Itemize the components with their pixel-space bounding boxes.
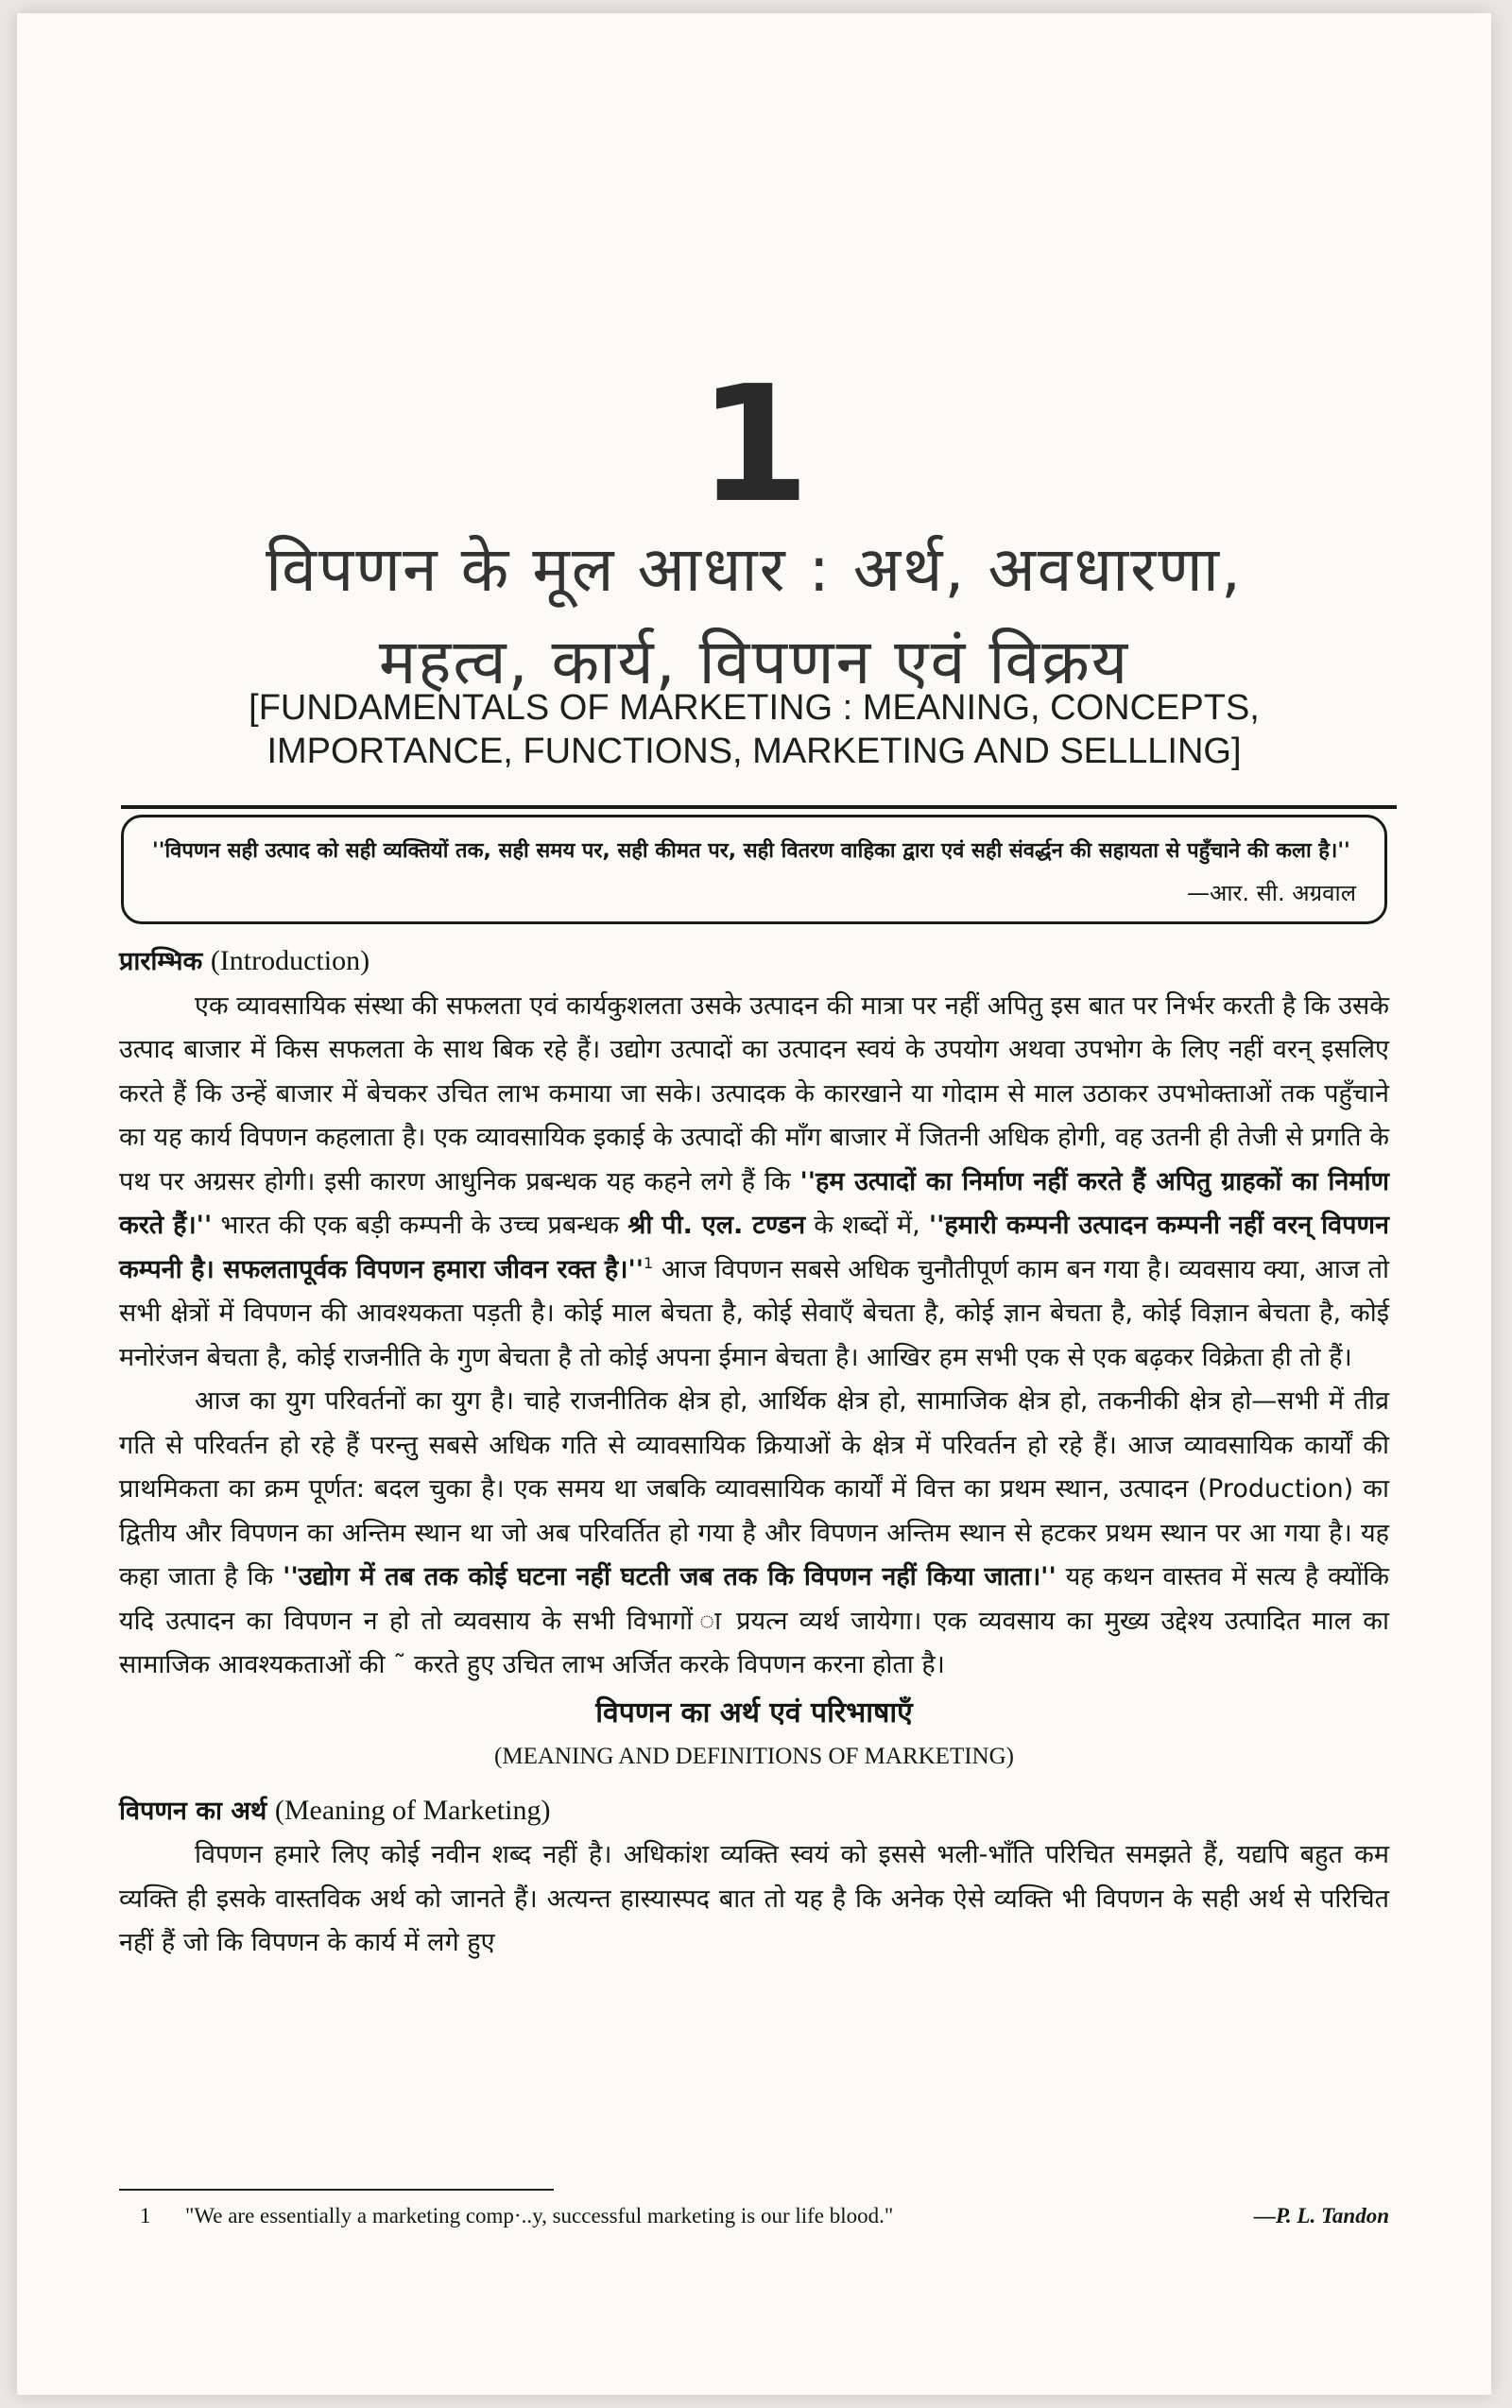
chapter-title-hindi-line-1: विपणन के मूल आधार : अर्थ, अवधारणा, bbox=[266, 533, 1243, 606]
meaning-subheading bbox=[119, 1789, 1389, 1834]
chapter-title-english-line-2: IMPORTANCE, FUNCTIONS, MARKETING AND SELLLING] bbox=[266, 731, 1242, 771]
intro-p2-text-c: यह कथन वास्तव में सत्य है क्योंकि यदि उत्पादन का विपणन न हो तो व्यवसाय के सभी विभागों ा प्रयत्न व्यर्थ जायेगा। एक व्यवसाय का मुख्य उद्देश्य उत्पादित माल का सामाजिक आवश्यकताओं की ˜ करते हुए उचित लाभ अर्जित करके विपणन करना होता है। bbox=[119, 1562, 1389, 1679]
intro-p1-text-a: एक व्यावसायिक संस्था की सफलता एवं कार्यकुशलता उसके उत्पादन की मात्रा पर नहीं अपितु इस बात पर निर्भर करती है कि उसके उत्पाद बाजार में किस सफलता के साथ बिक रहे हैं। उद्योग उत्पादों का उत्पादन स्वयं के उपयोग अथवा उपभोग के लिए नहीं वरन् इसलिए करते हैं कि उन्हें बाजार में बेचकर उचित लाभ कमाया जा सके। उत्पादक के कारखाने या गोदाम से माल उठाकर उपभोक्ताओं तक पहुँचाने का यह कार्य विपणन कहलाता है। एक व्यावसायिक इकाई के उत्पादों की माँग बाजार में जितनी अधिक होगी, वह उतनी ही तेजी से प्रगति के पथ पर अग्रसर होगी। इसी कारण आधुनिक प्रबन्धक यह कहने लगे हैं कि bbox=[119, 990, 1389, 1196]
chapter-title-hindi bbox=[102, 524, 1406, 709]
epigraph-text: ''विपणन सही उत्पाद को सही व्यक्तियों तक, सही समय पर, सही कीमत पर, सही वितरण वाहिका द्वारा एवं सही संवर्द्धन की सहायता से पहुँचाने की कला है।'' bbox=[152, 839, 1350, 863]
intro-heading bbox=[119, 939, 1389, 985]
footnote-marker: 1 bbox=[643, 1253, 654, 1272]
footnote-number: 1 bbox=[140, 2204, 151, 2227]
epigraph-author: —आर. सी. अग्रवाल bbox=[1186, 880, 1356, 906]
intro-p1-text-c: भारत की एक बड़ी कम्पनी के उच्च प्रबन्धक bbox=[220, 1211, 620, 1240]
intro-paragraph-1 bbox=[119, 985, 1389, 1381]
intro-heading-english: (Introduction) bbox=[210, 945, 370, 976]
chapter-title-english bbox=[102, 686, 1406, 773]
meaning-subheading-hindi: विपणन का अर्थ bbox=[119, 1796, 267, 1826]
chapter-title-english-line-1: [FUNDAMENTALS OF MARKETING : MEANING, CONCEPTS, bbox=[249, 688, 1260, 728]
meaning-paragraph: विपणन हमारे लिए कोई नवीन शब्द नहीं है। अधिकांश व्यक्ति स्वयं को इससे भली-भाँति परिचित समझते हैं, यद्यपि बहुत कम व्यक्ति ही इसके वास्तविक अर्थ को जानते हैं। अत्यन्त हास्यास्पद बात तो यह है कि अनेक ऐसे व्यक्ति भी विपणन के सही अर्थ से परिचित नहीं हैं जो कि विपणन के कार्य में लगे हुए bbox=[119, 1840, 1389, 1957]
intro-p2-quote: ''उद्योग में तब तक कोई घटना नहीं घटती जब तक कि विपणन नहीं किया जाता।'' bbox=[283, 1562, 1057, 1591]
intro-p1-text-g: आज विपणन सबसे अधिक चुनौतीपूर्ण काम बन गया है। व्यवसाय क्या, आज तो सभी क्षेत्रों में विपणन की आवश्यकता पड़ती है। कोई माल बेचता है, कोई सेवाएँ बेचता है, कोई ज्ञान बेचता है, कोई विज्ञान बेचता है, कोई मनोरंजन बेचता है, कोई राजनीति के गुण बेचता है तो कोई अपना ईमान बेचता है। आखिर हम सभी एक से एक बढ़कर विक्रेता ही तो हैं। bbox=[119, 1254, 1389, 1372]
chapter-number: 1 bbox=[697, 352, 811, 539]
footnote-text: "We are essentially a marketing comp·..y, successful marketing is our life blood." bbox=[185, 2204, 894, 2227]
section-heading-hindi: विपणन का अर्थ एवं परिभाषाएँ bbox=[595, 1695, 913, 1729]
section-heading-english: (MEANING AND DEFINITIONS OF MARKETING) bbox=[494, 1744, 1014, 1769]
book-page bbox=[17, 13, 1491, 2395]
intro-p2-text-a: आज का युग परिवर्तनों का युग है। चाहे राजनीतिक क्षेत्र हो, आर्थिक क्षेत्र हो, सामाजिक क्षेत्र हो, तकनीकी क्षेत्र हो—सभी में तीव्र गति से परिवर्तन हो रहे हैं परन्तु सबसे अधिक गति से व्यावसायिक क्रियाओं के क्षेत्र में परिवर्तन हो रहे हैं। आज व्यावसायिक कार्यों की प्राथमिकता का क्रम पूर्णत: बदल चुका है। एक समय था जबकि व्यावसायिक कार्यों में वित्त का प्रथम स्थान, उत्पादन (Production) का द्वितीय और विपणन का अन्तिम स्थान था जो अब परिवर्तित हो गया है और विपणन अन्तिम स्थान से हटकर प्रथम स्थान पर आ गया है। यह कहा जाता है कि bbox=[119, 1386, 1389, 1591]
footnote-author: —P. L. Tandon bbox=[1253, 2204, 1389, 2227]
page-body bbox=[119, 939, 1389, 1966]
intro-p1-person-name: श्री पी. एल. टण्डन bbox=[627, 1211, 806, 1240]
meaning-subheading-english: (Meaning of Marketing) bbox=[274, 1794, 551, 1826]
footnote-divider bbox=[119, 2189, 554, 2191]
epigraph-box bbox=[121, 815, 1387, 924]
intro-heading-hindi: प्रारम्भिक bbox=[119, 947, 203, 976]
intro-p1-quote-b: ''हमारी कम्पनी उत्पादन कम्पनी नहीं वरन् विपणन कम्पनी है। सफलतापूर्वक विपणन हमारा जीवन रक्त है।'' bbox=[119, 1211, 1390, 1284]
title-divider bbox=[121, 805, 1397, 809]
intro-p1-text-e: के शब्दों में, bbox=[814, 1211, 920, 1240]
chapter-title-hindi-line-2: महत्व, कार्य, विपणन एवं विक्रय bbox=[378, 626, 1130, 698]
intro-p1-quote-a: ''हम उत्पादों का निर्माण नहीं करते हैं अपितु ग्राहकों का निर्माण करते हैं।'' bbox=[119, 1166, 1389, 1240]
intro-paragraph-2 bbox=[119, 1380, 1389, 1688]
